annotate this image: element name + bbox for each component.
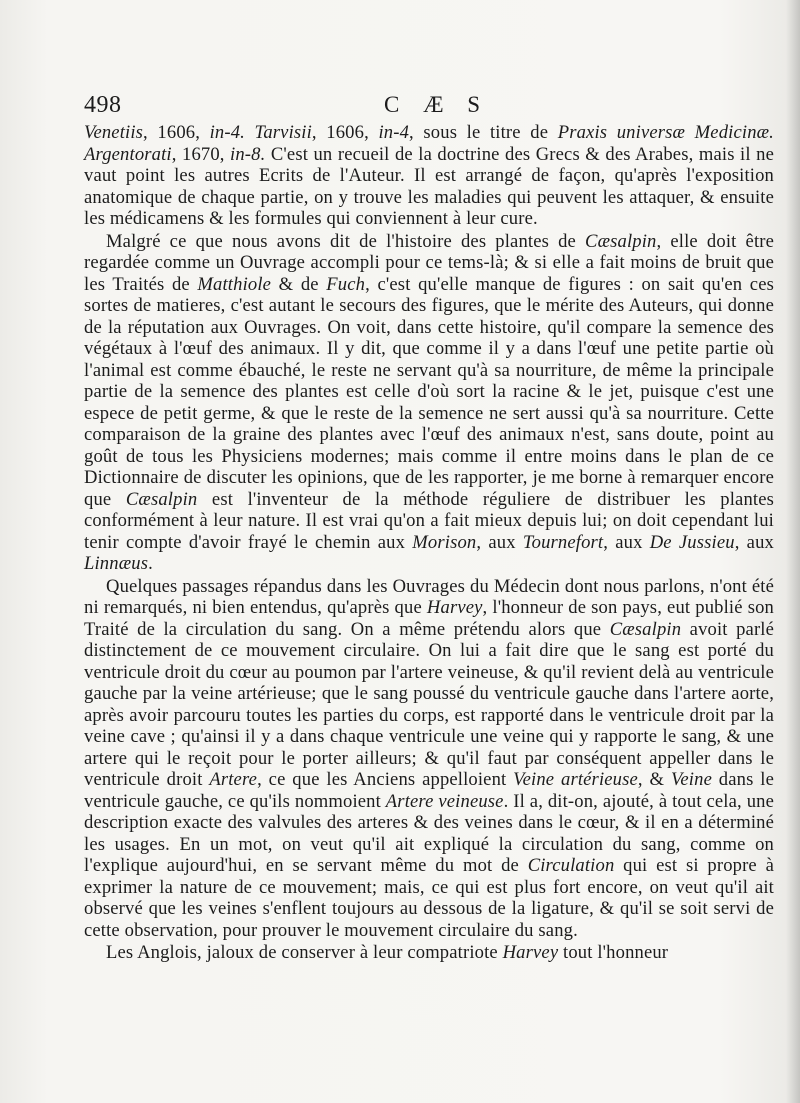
text-run: Malgré ce que nous avons dit de l'histoire des plantes de: [106, 230, 586, 252]
italic-run: Harvey: [502, 942, 559, 963]
italic-run: Veine: [670, 769, 712, 790]
italic-run: Cæsalpin: [125, 488, 198, 510]
running-title: C Æ S: [384, 92, 490, 117]
text-run: . Il a, dit-on, ajouté, à tout cela, une description exacte des valvules des arteres & des veines dans le cœur, & il en a déterminé les usages. En un mot, on veut qu'il ait expliqué la circulation du sang, comme on l'explique aujourd'hui, en se servant même du mot de: [84, 790, 774, 876]
text-run: , 1606,: [143, 122, 210, 143]
text-run: , aux: [603, 531, 650, 553]
page-edge-shadow: [786, 0, 800, 1103]
italic-run: Circulation: [527, 855, 615, 876]
italic-run: Fuch: [326, 273, 366, 295]
text-run: , aux: [476, 531, 523, 553]
italic-run: De Jussieu: [649, 531, 735, 553]
italic-run: Matthiole: [197, 273, 272, 295]
text-run: , 1670,: [171, 143, 231, 165]
text-run: C'est un recueil de la doctrine des Grecs & des Arabes, mais il ne vaut point les autres Ecrits de l'Auteur. Il est arrangé de façon, qu'après l'exposition anatomique de chaque partie, on y trouve les maladies qui peuvent les attaquer, & ensuite les médicamens & les formules qui conviennent à leur cure.: [84, 143, 774, 229]
paragraph-2: [84, 231, 774, 575]
running-head: [84, 92, 774, 122]
text-run: , l'honneur de son pays, eut publié son Traité de la circulation du sang. On a même prétendu alors que: [84, 597, 774, 640]
italic-run: Cæsalpin: [585, 230, 657, 252]
italic-run: Artere: [209, 769, 258, 790]
text-run: Les Anglois, jaloux de conserver à leur compatriote: [106, 942, 503, 963]
text-run: , c'est qu'elle manque de figures : on sait qu'en ces sortes de matieres, c'est autant le secours des figures, que le mérite des Auteurs, qui donne de la réputation aux Ouvrages. On voit, dans cette histoire, qu'il compare la semence des végétaux à l'œuf des animaux. Il y dit, que comme il y a dans l'œuf une petite partie où l'animal est comme ébauché, le reste ne servant qu'à sa nourriture, de même la principale partie de la semence des plantes est celle d'où sort la racine & le jet, puisque c'est une espece de petit germe, & que le reste de la semence ne sert aussi qu'à sa nourriture. Cette comparaison de la graine des plantes avec l'œuf des animaux n'est, sans doute, point au goût de tous les Physiciens modernes; mais comme il entre moins dans le plan de ce Dictionnaire de discuter les opinions, que de les rapporter, je me borne à remarquer encore que: [84, 273, 774, 510]
paragraph-1: [84, 122, 774, 230]
italic-run: Linnæus: [84, 553, 149, 574]
text-run: avoit parlé distinctement de ce mouvement circulaire. On lui a fait dire que le sang est porté du ventricule droit du cœur au poumon par l'artere veineuse, & qu'il revient delà au ventricule gauche par la veine artérieuse; que le sang poussé du ventricule gauche dans l'artere aorte, après avoir parcouru toutes les parties du corps, est rapporté dans le ventricule droit par la veine cave ; qu'ainsi il y a dans chaque ventricule une veine qui y rapporte le sang, & une artere qui le reçoit pour le porter ailleurs; & qu'il faut par conséquent appeller dans le ventricule droit: [84, 618, 775, 790]
page-number: 498: [84, 92, 122, 118]
italic-run: Venetiis: [84, 122, 144, 143]
text-run: , &: [637, 769, 671, 790]
italic-run: Veine artérieuse: [513, 769, 638, 790]
italic-run: Artere veineuse: [385, 790, 504, 812]
italic-run: in-4: [378, 122, 410, 143]
text-run: .: [148, 553, 153, 574]
paragraph-3: [84, 576, 774, 942]
page-body: [84, 122, 774, 964]
text-run: dans le ventricule gauche, ce qu'ils nommoient: [84, 769, 774, 812]
text-run: , sous le titre de: [409, 122, 558, 143]
text-run: , aux: [734, 531, 774, 553]
text-run: Quelques passages répandus dans les Ouvrages du Médecin dont nous parlons, n'ont été ni remarqués, ni bien entendus, qu'après que: [84, 575, 774, 618]
text-run: & de: [271, 273, 327, 295]
italic-run: Harvey: [426, 597, 483, 618]
italic-run: Praxis universæ Medicinæ. Argentorati: [84, 122, 774, 165]
text-run: , 1606,: [311, 122, 379, 143]
text-run: est l'inventeur de la méthode réguliere de distribuer les plantes conformément à leur nature. Il est vrai qu'on a fait mieux depuis lui; on doit cependant lui tenir compte d'avoir frayé le chemin aux: [84, 488, 774, 553]
italic-run: in-4. Tarvisii: [209, 122, 312, 143]
italic-run: Morison: [412, 531, 477, 553]
text-run: , elle doit être regardée comme un Ouvrage accompli pour ce tems-là; & si elle a fait moins de bruit que les Traités de: [84, 230, 775, 295]
text-run: qui est si propre à exprimer la nature de ce mouvement; mais, ce qui est plus fort encore, on veut qu'il ait observé que les veines s'enflent toujours au dessous de la ligature, & qu'il se soit servi de cette observation, pour prouver le mouvement circulaire du sang.: [84, 855, 774, 941]
italic-run: in-8.: [230, 143, 266, 165]
italic-run: Cæsalpin: [609, 618, 682, 640]
text-run: tout l'honneur: [558, 942, 669, 963]
paragraph-4: [84, 942, 774, 964]
text-run: , ce que les Anciens appelloient: [257, 769, 514, 790]
italic-run: Tournefort: [522, 531, 604, 553]
